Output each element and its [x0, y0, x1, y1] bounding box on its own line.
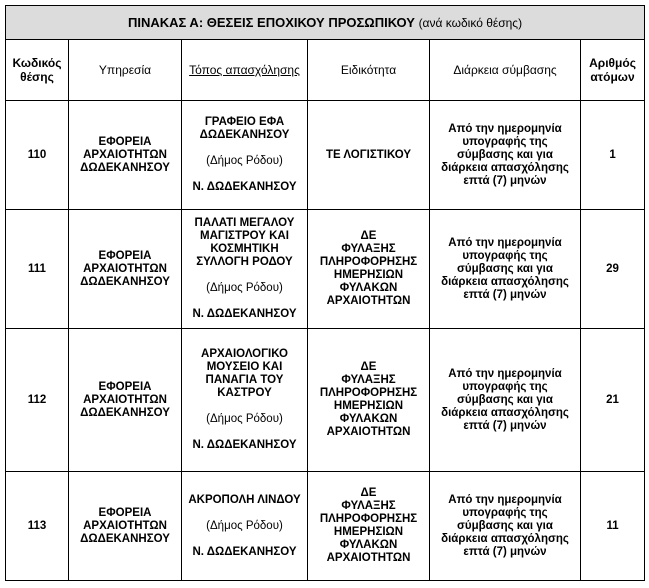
service-line: ΑΡΧΑΙΟΤΗΤΩΝ: [83, 262, 167, 275]
location-line: ΑΚΡΟΠΟΛΗ ΛΙΝΔΟΥ: [188, 493, 301, 506]
spacer: [184, 426, 305, 439]
table-title-main: ΠΙΝΑΚΑΣ Α: ΘΕΣΕΙΣ ΕΠΟΧΙΚΟΥ ΠΡΟΣΩΠΙΚΟΥ: [127, 14, 415, 30]
table-title-sub: (ανά κωδικό θέσης): [418, 15, 523, 30]
service-line: ΑΡΧΑΙΟΤΗΤΩΝ: [83, 519, 167, 532]
specialty-line: ΦΥΛΑΞΗΣ: [341, 374, 396, 386]
region: Ν. ΔΩΔΕΚΑΝΗΣΟΥ: [192, 181, 297, 193]
specialty-cell: [308, 329, 430, 472]
position-code-cell: [6, 329, 69, 472]
municipality: (Δήμος Ρόδου): [206, 413, 283, 425]
location-cell: [182, 210, 308, 329]
specialty-line: ΦΥΛΑΞΗΣ: [341, 243, 396, 255]
specialty-line: ΠΛΗΡΟΦΟΡΗΣΗΣ: [319, 387, 418, 399]
duration-line: υπογραφής της: [462, 135, 548, 148]
table-row: [6, 329, 645, 472]
duration-line: Από την ημερομηνία: [448, 236, 562, 249]
header-duration: Διάρκεια σύμβασης: [430, 40, 581, 101]
service-line: ΕΦΟΡΕΙΑ: [98, 249, 152, 262]
duration-line: Από την ημερομηνία: [448, 493, 562, 506]
region: Ν. ΔΩΔΕΚΑΝΗΣΟΥ: [192, 439, 297, 451]
duration-line: σύμβασης και για: [457, 262, 553, 275]
person-count: 29: [606, 262, 619, 275]
table-row: [6, 210, 645, 329]
specialty-line: ΑΡΧΑΙΟΤΗΤΩΝ: [326, 295, 411, 307]
specialty-line: ΦΥΛΑΚΩΝ: [339, 539, 398, 551]
header-count-line1: Αριθμός: [589, 56, 636, 70]
location-line: ΔΩΔΕΚΑΝΗΣΟΥ: [199, 129, 290, 141]
specialty-line: ΗΜΕΡΗΣΙΩΝ: [333, 400, 404, 412]
duration-line: επτά (7) μηνών: [463, 288, 547, 301]
header-code-line2: θέσης: [20, 70, 54, 84]
duration-line: διάρκεια απασχόλησης: [441, 275, 569, 288]
duration-cell: [430, 329, 581, 472]
specialty-line: ΔΕ: [360, 487, 377, 499]
duration-line: διάρκεια απασχόλησης: [441, 161, 569, 174]
service-line: ΕΦΟΡΕΙΑ: [98, 135, 152, 148]
duration-line: Από την ημερομηνία: [448, 367, 562, 380]
table-title: [6, 6, 645, 40]
municipality: (Δήμος Ρόδου): [206, 519, 283, 532]
position-code-cell: [6, 101, 69, 210]
specialty-line: ΔΕ: [360, 361, 377, 373]
location-line: ΣΥΛΛΟΓΗ ΡΟΔΟΥ: [196, 256, 293, 268]
specialty-line: ΦΥΛΑΚΩΝ: [339, 282, 398, 294]
duration-line: επτά (7) μηνών: [463, 545, 547, 558]
service-line: ΔΩΔΕΚΑΝΗΣΟΥ: [80, 532, 170, 545]
header-specialty: Ειδικότητα: [308, 40, 430, 101]
service-line: ΕΦΟΡΕΙΑ: [98, 506, 152, 519]
table-row: [6, 472, 645, 581]
spacer: [184, 533, 305, 546]
duration-line: Από την ημερομηνία: [448, 122, 562, 135]
service-line: ΑΡΧΑΙΟΤΗΤΩΝ: [83, 393, 167, 406]
service-cell: [69, 101, 182, 210]
municipality: (Δήμος Ρόδου): [206, 155, 283, 167]
service-cell: [69, 472, 182, 581]
specialty-line: ΠΛΗΡΟΦΟΡΗΣΗΣ: [319, 513, 418, 525]
specialty-line: ΦΥΛΑΞΗΣ: [341, 500, 396, 512]
location-cell: [182, 329, 308, 472]
count-cell: [581, 472, 645, 581]
count-cell: [581, 210, 645, 329]
service-line: ΔΩΔΕΚΑΝΗΣΟΥ: [80, 275, 170, 288]
specialty-line: ΗΜΕΡΗΣΙΩΝ: [333, 526, 404, 538]
header-service: Υπηρεσία: [69, 40, 182, 101]
duration-line: υπογραφής της: [462, 380, 548, 393]
duration-line: διάρκεια απασχόλησης: [441, 406, 569, 419]
position-code: 110: [27, 148, 47, 161]
spacer: [184, 269, 305, 282]
person-count: 1: [609, 148, 616, 161]
header-location: Τόπος απασχόλησης: [182, 40, 308, 101]
duration-line: σύμβασης και για: [457, 148, 553, 161]
spacer: [184, 168, 305, 181]
position-code-cell: [6, 210, 69, 329]
location-line: ΠΑΛΑΤΙ ΜΕΓΑΛΟΥ: [194, 217, 295, 229]
specialty-line: ΑΡΧΑΙΟΤΗΤΩΝ: [326, 426, 411, 438]
duration-line: επτά (7) μηνών: [463, 174, 547, 187]
header-code: [6, 40, 69, 101]
location-line: ΜΑΓΙΣΤΡΟΥ ΚΑΙ: [200, 230, 289, 242]
table-title-row: [6, 6, 645, 40]
municipality: (Δήμος Ρόδου): [206, 282, 283, 294]
duration-line: διάρκεια απασχόλησης: [441, 532, 569, 545]
specialty-line: ΗΜΕΡΗΣΙΩΝ: [333, 269, 404, 281]
position-code: 113: [27, 519, 47, 532]
service-cell: [69, 329, 182, 472]
specialty-line: ΤΕ ΛΟΓΙΣΤΙΚΟΥ: [325, 148, 412, 161]
table-header-row: [6, 40, 645, 101]
location-line: ΓΡΑΦΕΙΟ ΕΦΑ: [204, 116, 285, 128]
position-code: 112: [27, 393, 47, 406]
duration-line: σύμβασης και για: [457, 519, 553, 532]
service-line: ΕΦΟΡΕΙΑ: [98, 380, 152, 393]
duration-cell: [430, 210, 581, 329]
specialty-cell: [308, 210, 430, 329]
specialty-line: ΑΡΧΑΙΟΤΗΤΩΝ: [326, 552, 411, 564]
duration-line: υπογραφής της: [462, 249, 548, 262]
spacer: [184, 142, 305, 155]
duration-line: επτά (7) μηνών: [463, 419, 547, 432]
specialty-line: ΦΥΛΑΚΩΝ: [339, 413, 398, 425]
person-count: 21: [606, 393, 619, 406]
location-line: ΑΡΧΑΙΟΛΟΓΙΚΟ: [201, 348, 288, 360]
position-code-cell: [6, 472, 69, 581]
region: Ν. ΔΩΔΕΚΑΝΗΣΟΥ: [192, 308, 297, 320]
location-cell: [182, 101, 308, 210]
header-count: [581, 40, 645, 101]
specialty-cell: [308, 101, 430, 210]
region: Ν. ΔΩΔΕΚΑΝΗΣΟΥ: [192, 545, 297, 558]
duration-line: υπογραφής της: [462, 506, 548, 519]
positions-table: [5, 5, 645, 581]
count-cell: [581, 101, 645, 210]
duration-cell: [430, 472, 581, 581]
location-line: ΠΑΝΑΓΙΑ ΤΟΥ: [205, 374, 284, 386]
spacer: [184, 295, 305, 308]
service-line: ΔΩΔΕΚΑΝΗΣΟΥ: [80, 406, 170, 419]
duration-cell: [430, 101, 581, 210]
specialty-cell: [308, 472, 430, 581]
person-count: 11: [606, 519, 619, 532]
specialty-line: ΠΛΗΡΟΦΟΡΗΣΗΣ: [319, 256, 418, 268]
location-cell: [182, 472, 308, 581]
location-line: ΜΟΥΣΕΙΟ ΚΑΙ: [206, 361, 283, 373]
specialty-line: ΔΕ: [360, 230, 377, 242]
location-line: ΚΟΣΜΗΤΙΚΗ: [210, 243, 279, 255]
position-code: 111: [28, 262, 46, 275]
table-row: [6, 101, 645, 210]
service-line: ΑΡΧΑΙΟΤΗΤΩΝ: [83, 148, 167, 161]
document-page: [5, 5, 645, 581]
service-cell: [69, 210, 182, 329]
table-body: [6, 101, 645, 581]
header-count-line2: ατόμων: [590, 70, 635, 84]
service-line: ΔΩΔΕΚΑΝΗΣΟΥ: [80, 161, 170, 174]
location-line: ΚΑΣΤΡΟΥ: [217, 387, 272, 399]
count-cell: [581, 329, 645, 472]
spacer: [184, 400, 305, 413]
duration-line: σύμβασης και για: [457, 393, 553, 406]
header-code-line1: Κωδικός: [12, 56, 62, 70]
spacer: [184, 507, 305, 520]
